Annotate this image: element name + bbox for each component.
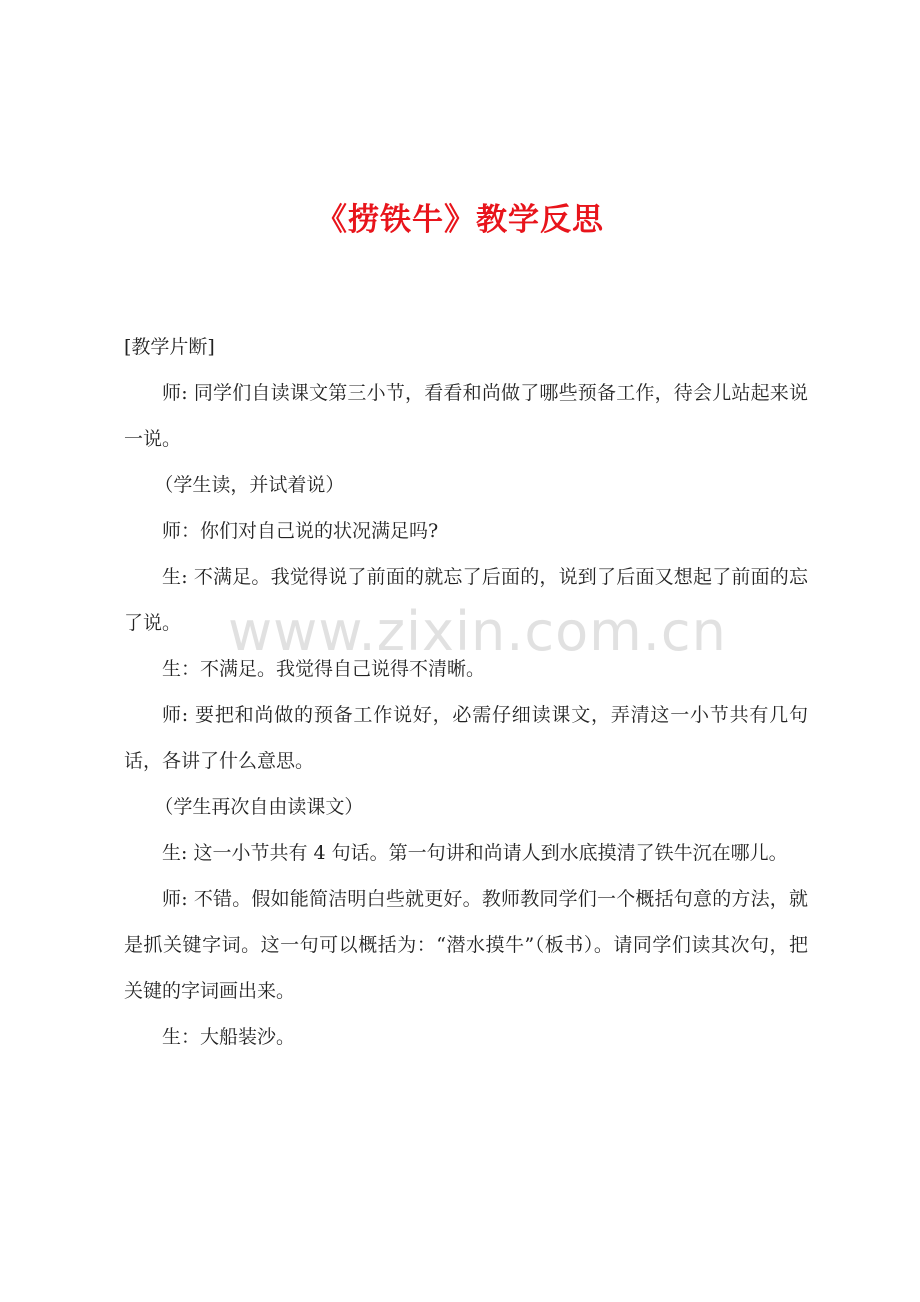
paragraph-teacher-3: 师: 要把和尚做的预备工作说好，必需仔细读课文，弄清这一小节共有几句话，各讲了什么意思。	[124, 704, 808, 772]
paragraph-student-4: 生：大船装沙。	[162, 1026, 296, 1048]
paragraph-teacher-2: 师：你们对自己说的状况满足吗?	[162, 520, 439, 542]
paragraph-stage-direction-1: （学生读，并试着说）	[154, 474, 345, 496]
paragraph-student-3: 生: 这一小节共有 4 句话。第一句讲和尚请人到水底摸清了铁牛沉在哪儿。	[162, 842, 788, 864]
paragraph-student-2: 生：不满足。我觉得自己说得不清晰。	[162, 658, 486, 680]
paragraph-student-1: 生: 不满足。我觉得说了前面的就忘了后面的，说到了后面又想起了前面的忘了说。	[124, 566, 808, 634]
document-title: 《捞铁牛》教学反思	[316, 202, 604, 238]
section-heading: [教学片断]	[124, 336, 215, 358]
paragraph-stage-direction-2: （学生再次自由读课文）	[154, 796, 364, 818]
paragraph-teacher-4: 师: 不错。假如能简洁明白些就更好。教师教同学们一个概括句意的方法，就是抓关键字词。这一句可以概括为：“潜水摸牛”（板书）。请同学们读其次句，把关键的字词画出来。	[124, 888, 808, 1002]
document-body	[124, 324, 808, 1060]
paragraph-teacher-1: 师: 同学们自读课文第三小节，看看和尚做了哪些预备工作，待会儿站起来说一说。	[124, 382, 808, 450]
watermark-text: www.zixin.com.cn	[228, 600, 727, 663]
